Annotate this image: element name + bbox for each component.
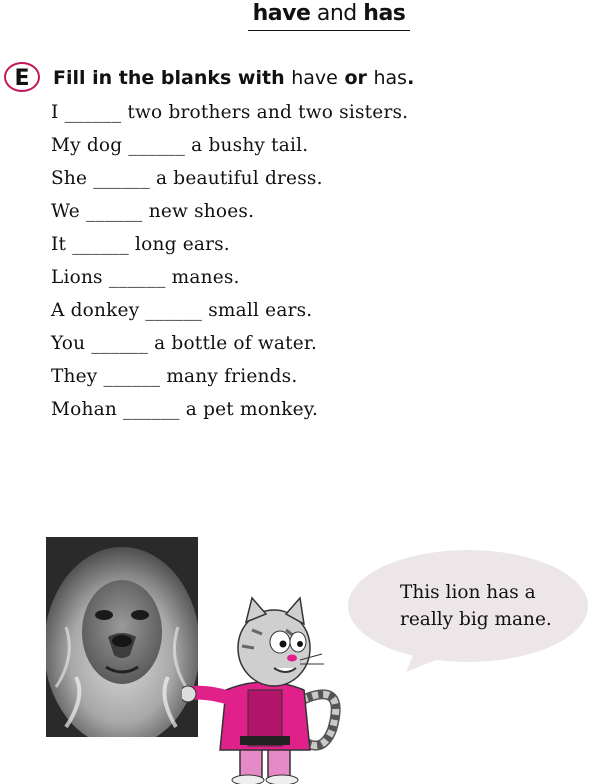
speech-text bbox=[400, 579, 580, 633]
title-have: have bbox=[252, 1, 311, 26]
instruction-word-has: has bbox=[373, 67, 408, 89]
sentence: A donkey ______ small ears. bbox=[51, 300, 313, 321]
sentence: You ______ a bottle of water. bbox=[51, 333, 318, 354]
lion-photo bbox=[46, 537, 198, 737]
instruction-or: or bbox=[337, 67, 374, 89]
sentence: Mohan ______ a pet monkey. bbox=[51, 399, 319, 420]
speech-line: really big mane. bbox=[400, 609, 552, 630]
instruction-period: . bbox=[407, 67, 415, 89]
sentence: It ______ long ears. bbox=[51, 234, 230, 255]
sentence: I ______ two brothers and two sisters. bbox=[51, 102, 409, 123]
page-title bbox=[248, 0, 410, 31]
sentence: She ______ a beautiful dress. bbox=[51, 168, 323, 189]
instruction bbox=[53, 66, 414, 90]
instruction-text: Fill in the blanks with bbox=[53, 67, 292, 89]
sentence: My dog ______ a bushy tail. bbox=[51, 135, 309, 156]
sentence: They ______ many friends. bbox=[51, 366, 298, 387]
cat-character bbox=[182, 590, 352, 784]
sentence: We ______ new shoes. bbox=[51, 201, 255, 222]
title-has: has bbox=[363, 1, 406, 26]
title-and: and bbox=[310, 1, 364, 26]
speech-line: This lion has a bbox=[400, 582, 536, 603]
sentence-list bbox=[51, 99, 408, 429]
sentence: Lions ______ manes. bbox=[51, 267, 240, 288]
section-badge: E bbox=[4, 62, 40, 92]
instruction-word-have: have bbox=[291, 67, 338, 89]
